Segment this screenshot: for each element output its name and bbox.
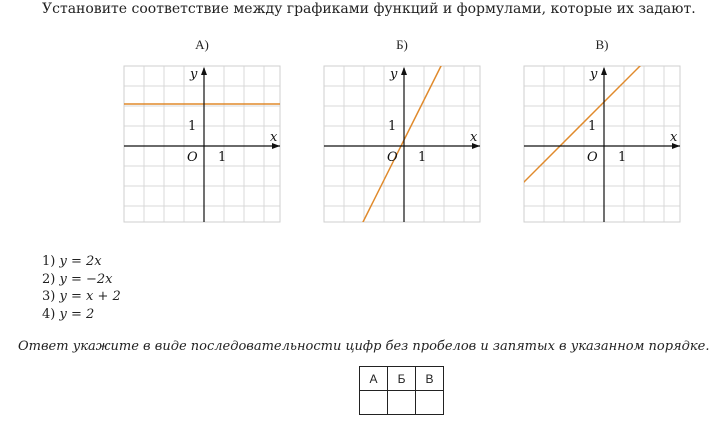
origin-label: O xyxy=(387,150,398,165)
option-formula: y = −2x xyxy=(59,271,113,287)
answer-header-v: В xyxy=(416,367,444,391)
option-number: 3) xyxy=(42,289,56,304)
option-number: 1) xyxy=(42,254,56,269)
x-axis-label: x xyxy=(470,130,478,145)
instruction-text: Ответ укажите в виде последовательности цифр без пробелов и запятых в указанном порядке. xyxy=(18,339,710,354)
option-formula: y = x + 2 xyxy=(59,289,121,304)
unit-y-label: 1 xyxy=(388,119,397,134)
option-number: 2) xyxy=(42,271,56,287)
unit-x-label: 1 xyxy=(218,150,227,165)
x-axis-label: x xyxy=(670,130,678,145)
grid-frame xyxy=(524,66,680,222)
graph-v xyxy=(522,64,682,224)
y-arrow-icon xyxy=(401,67,407,75)
function-line xyxy=(322,64,482,224)
y-arrow-icon xyxy=(601,67,607,75)
y-axis-label: y xyxy=(190,67,198,82)
unit-y-label: 1 xyxy=(588,119,597,134)
option-item xyxy=(42,253,121,271)
y-axis-label: y xyxy=(390,67,398,82)
unit-x-label: 1 xyxy=(418,150,427,165)
answer-cell-b[interactable] xyxy=(388,391,416,415)
answer-cell-v[interactable] xyxy=(416,391,444,415)
graph-label-a: А) xyxy=(195,37,209,52)
answer-header-a: А xyxy=(360,367,388,391)
option-formula: y = 2 xyxy=(59,306,95,322)
grid-lines xyxy=(524,66,682,224)
option-item xyxy=(42,306,121,324)
unit-x-label: 1 xyxy=(618,150,627,165)
answer-cell-a[interactable] xyxy=(360,391,388,415)
origin-label: O xyxy=(587,150,598,165)
graph-b xyxy=(322,64,482,224)
graph-label-b: Б) xyxy=(396,37,408,52)
grid-lines xyxy=(324,66,482,224)
answer-table xyxy=(359,366,444,415)
option-number: 4) xyxy=(42,306,56,322)
graph-a xyxy=(122,64,282,224)
formula-options xyxy=(42,253,121,323)
y-axis-label: y xyxy=(590,67,598,82)
task-text: Установите соответствие между графиками функций и формулами, которые их задают. xyxy=(42,1,696,17)
y-arrow-icon xyxy=(201,67,207,75)
option-item xyxy=(42,288,121,306)
graph-label-v: В) xyxy=(595,37,609,52)
grid-frame xyxy=(124,66,280,222)
option-item xyxy=(42,271,121,289)
option-formula: y = 2x xyxy=(59,254,102,269)
unit-y-label: 1 xyxy=(188,119,197,134)
x-axis-label: x xyxy=(270,130,278,145)
answer-header-b: Б xyxy=(388,367,416,391)
grid-lines xyxy=(124,66,282,224)
origin-label: O xyxy=(187,150,198,165)
